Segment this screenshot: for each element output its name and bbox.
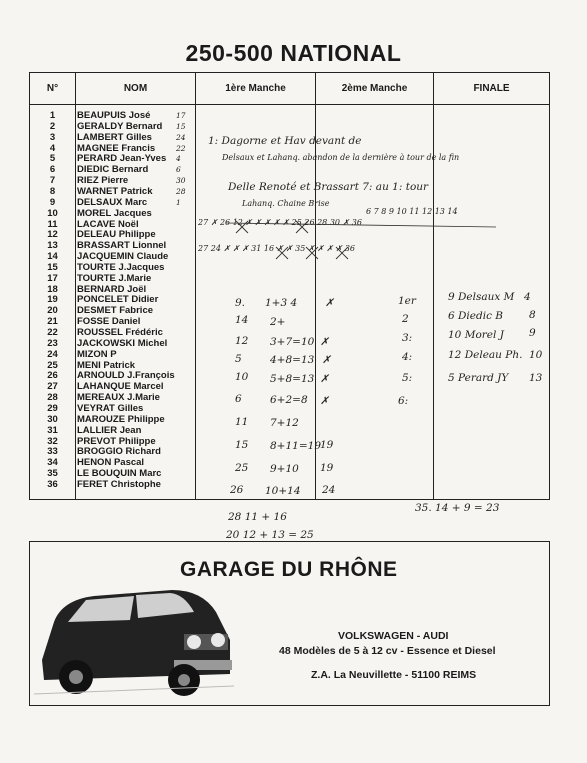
handwritten-m2-rank: 3: [402, 332, 413, 344]
competitor-name: LALLIER Jean [77, 425, 142, 436]
competitor-name: VEYRAT Gilles [77, 403, 144, 414]
competitor-name: MAGNEE Francis [77, 143, 156, 154]
competitor-name: FERET Christophe [77, 479, 161, 490]
competitor-name: MEREAUX J.Marie [77, 393, 160, 404]
handwritten-m1: 6 [235, 393, 242, 405]
handwritten-m2: 19 [320, 439, 334, 451]
handwritten-score: 1 [176, 197, 181, 207]
header-no: N° [46, 83, 59, 94]
handwritten-m1: 25 [235, 462, 249, 474]
row-number: 35 [47, 468, 58, 480]
handwritten-m1: 9. [235, 297, 246, 309]
competitor-name: BERNARD Joël [77, 284, 147, 295]
page-title: 250-500 NATIONAL [185, 40, 402, 66]
handwritten-finale-points: 10 [529, 349, 543, 361]
row-number: 4 [49, 142, 56, 154]
competitor-name: HENON Pascal [77, 458, 145, 469]
handwritten-m2-rank: 6: [398, 395, 409, 407]
competitor-name: WARNET Patrick [77, 187, 153, 197]
car-illustration [34, 582, 234, 700]
row-number: 10 [47, 207, 58, 219]
strike-marks [196, 213, 548, 263]
row-number: 23 [47, 337, 58, 349]
row-number: 21 [47, 316, 58, 328]
handwritten-m1-calc: 8+11=19 [270, 440, 321, 452]
header-finale: FINALE [473, 83, 510, 94]
row-number: 27 [47, 381, 58, 393]
row-number: 28 [47, 392, 58, 404]
handwritten-score: 4 [176, 154, 181, 164]
competitor-name: TOURTE J.Jacques [77, 262, 165, 273]
handwritten-m1: 10 [235, 371, 249, 383]
handwritten-m1-calc: 10+14 [265, 485, 301, 497]
row-number: 9 [49, 196, 56, 208]
row-number: 17 [47, 272, 58, 284]
row-number: 13 [47, 240, 58, 252]
competitor-name: ARNOULD J.François [77, 371, 175, 382]
handwritten-finale: 9 Delsaux M [448, 291, 515, 303]
competitor-name: LACAVE Noël [77, 219, 139, 230]
row-number: 2 [49, 120, 56, 132]
handwritten-m1: 5 [235, 353, 242, 365]
handwritten-score: 24 [176, 132, 186, 142]
row-number: 34 [47, 457, 58, 469]
handwritten-m1-calc: 4+8=13 [270, 354, 315, 366]
handwritten-m1-calc: 9+10 [270, 463, 299, 475]
row-number: 18 [47, 283, 58, 295]
handwritten-score: 22 [176, 143, 186, 153]
competitor-name: LAMBERT Gilles [77, 132, 152, 143]
handwritten-finale-points: 4 [524, 291, 531, 303]
competitor-name: RIEZ Pierre [77, 176, 129, 187]
handwritten-m2-rank: 1er [398, 295, 416, 307]
row-number: 26 [47, 370, 58, 382]
competitor-name: MIZON P [77, 349, 117, 360]
handwritten-finale: 10 Morel J [448, 329, 504, 341]
handwritten-score: 17 [176, 111, 186, 120]
row-number: 33 [47, 446, 58, 458]
handwritten-m1-calc: 3+7=10 [270, 336, 315, 348]
handwritten-finale: 6 Diedic B [448, 310, 504, 322]
handwritten-m2-rank: 2 [402, 313, 409, 325]
competitor-name: DELSAUX Marc [77, 197, 148, 208]
competitor-name: MOREL Jacques [77, 208, 152, 219]
handwritten-score: 15 [176, 121, 186, 131]
handwritten-below: 20 12 + 13 = 25 [226, 529, 314, 541]
row-number: 29 [47, 402, 58, 414]
competitor-name: DESMET Fabrice [77, 306, 154, 317]
row-number: 24 [47, 348, 58, 360]
column-divider [433, 73, 434, 499]
row-number: 14 [47, 251, 58, 262]
header-nom: NOM [123, 83, 148, 94]
handwritten-below: 28 11 + 16 [228, 511, 287, 523]
competitor-name: MAROUZE Philippe [77, 414, 165, 425]
row-number: 7 [49, 175, 56, 187]
handwritten-m1: 26 [230, 484, 244, 496]
header-divider [30, 104, 549, 105]
garage-name: GARAGE DU RHÔNE [180, 558, 398, 581]
row-number: 36 [47, 478, 58, 490]
handwritten-lap-row: 27 24 ✗ ✗ ✗ 31 16 ✗ ✗ 35 ✗ ✗ ✗ ✗ 36 [198, 244, 356, 253]
row-number: 11 [47, 218, 58, 230]
ad-address: Z.A. La Neuvillette - 51100 REIMS [311, 669, 477, 681]
row-number: 20 [47, 305, 58, 317]
handwritten-note: 1: Dagorne et Hav devant de [208, 135, 362, 147]
competitor-name: FOSSE Daniel [77, 317, 141, 328]
row-number: 25 [47, 359, 58, 371]
handwritten-m2: ✗ [320, 373, 329, 385]
handwritten-m2: ✗ [320, 336, 329, 348]
ad-brand: VOLKSWAGEN - AUDI [338, 630, 449, 642]
competitor-name: ROUSSEL Frédéric [77, 328, 163, 338]
handwritten-finale: 12 Deleau Ph. [448, 349, 523, 361]
competitor-name: LAHANQUE Marcel [77, 382, 164, 393]
header-manche-1: 1ère Manche [225, 83, 286, 94]
competitor-name: BRASSART Lionnel [77, 241, 167, 252]
handwritten-m1-calc: 1+3 4 [265, 297, 298, 309]
handwritten-m1: 12 [235, 335, 249, 347]
garage-advert [29, 541, 550, 706]
ad-models: 48 Modèles de 5 à 12 cv - Essence et Diesel [279, 645, 496, 657]
handwritten-finale-points: 8 [529, 309, 536, 321]
competitor-name: DELEAU Philippe [77, 230, 156, 241]
row-number: 19 [47, 294, 58, 306]
results-table [29, 72, 550, 500]
row-number: 30 [47, 413, 58, 425]
competitor-name: DIEDIC Bernard [77, 165, 149, 176]
row-number: 1 [49, 110, 56, 121]
handwritten-m2: 19 [320, 462, 334, 474]
competitor-name: TOURTE J.Marie [77, 273, 152, 284]
handwritten-finale-points: 9 [529, 327, 536, 339]
handwritten-m2: ✗ [320, 395, 329, 407]
handwritten-finale: 5 Perard JY [448, 372, 509, 384]
competitor-name: BEAUPUIS José [77, 111, 151, 121]
handwritten-finale-points: 13 [529, 372, 543, 384]
handwritten-m1-calc: 6+2=8 [270, 394, 308, 406]
handwritten-m1-calc: 7+12 [270, 417, 299, 429]
row-number: 6 [49, 164, 56, 176]
competitor-name: JACQUEMIN Claude [77, 252, 169, 262]
column-divider [75, 73, 76, 499]
competitor-name: MENI Patrick [77, 360, 136, 371]
competitor-name: PONCELET Didier [77, 295, 159, 306]
handwritten-lap-numbers: 6 7 8 9 10 11 12 13 14 [366, 207, 458, 216]
competitor-name: BROGGIO Richard [77, 447, 161, 458]
competitor-name: LE BOUQUIN Marc [77, 469, 162, 480]
handwritten-m1-calc: 5+8=13 [270, 373, 315, 385]
handwritten-m2: ✗ [322, 354, 331, 366]
handwritten-below: 35. 14 + 9 = 23 [415, 502, 500, 514]
row-number: 12 [47, 229, 58, 241]
handwritten-note: Delle Renoté et Brassart 7: au 1: tour [228, 181, 429, 193]
handwritten-note: Lahanq. Chaine Brise [242, 199, 330, 208]
handwritten-m1-calc: 2+ [270, 316, 286, 328]
row-number: 3 [49, 131, 56, 143]
handwritten-m1: 15 [235, 439, 249, 451]
handwritten-m1: 11 [235, 416, 249, 428]
handwritten-score: 28 [176, 187, 186, 196]
handwritten-m2: 24 [322, 484, 336, 496]
handwritten-lap-row: 27 ✗ 26 12 ✗ ✗ ✗ ✗ ✗ 25 26 28 30 ✗ 36 [198, 218, 362, 227]
row-number: 31 [47, 424, 58, 436]
competitor-name: JACKOWSKI Michel [77, 338, 168, 349]
handwritten-m1: 14 [235, 314, 249, 326]
competitor-name: PREVOT Philippe [77, 436, 156, 447]
competitor-name: GERALDY Bernard [77, 121, 163, 132]
row-number: 8 [49, 186, 56, 197]
row-number: 15 [47, 261, 58, 273]
handwritten-score: 30 [176, 176, 186, 186]
row-number: 5 [49, 153, 56, 165]
row-number: 32 [47, 435, 58, 447]
handwritten-m2: ✗ [325, 297, 334, 309]
handwritten-m2-rank: 5: [402, 372, 413, 384]
handwritten-score: 6 [176, 165, 181, 175]
handwritten-note: Delsaux et Lahanq. abandon de la dernière à tour de la fin [222, 153, 460, 162]
header-manche-2: 2ème Manche [341, 83, 408, 94]
handwritten-m2-rank: 4: [402, 351, 413, 363]
competitor-name: PERARD Jean-Yves [77, 154, 167, 165]
row-number: 22 [47, 327, 58, 338]
